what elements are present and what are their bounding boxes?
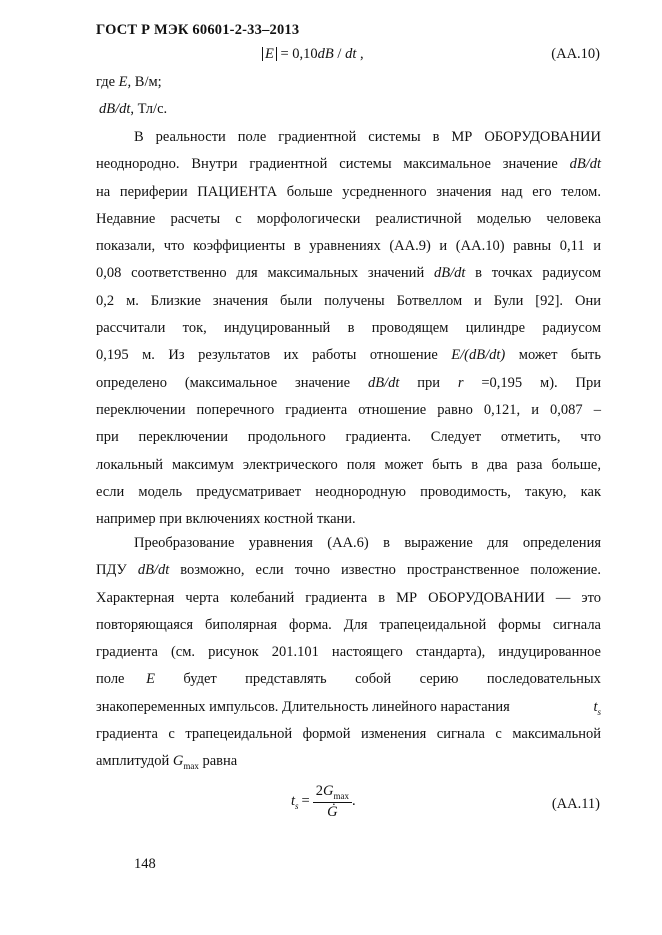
def-unit-E: В/м; bbox=[131, 74, 162, 90]
para2-line-9: амплитудой $G_{max}$ равна bbox=[96, 753, 238, 772]
equation-number-aa10: (AA.10) bbox=[551, 46, 600, 62]
para2-line-6: поле E будет представлять собой серию последовательных bbox=[96, 671, 601, 688]
def-var-dbdt: dB/dt bbox=[99, 101, 131, 117]
standard-header: ГОСТ Р МЭК 60601-2-33–2013 bbox=[96, 22, 300, 38]
para1-line-8: рассчитали ток, индуцированный в проводящем цилиндре радиусом bbox=[96, 320, 601, 337]
eq-variable-E: E bbox=[265, 46, 274, 62]
paragraph-1 bbox=[96, 124, 601, 533]
eq-tail: , bbox=[356, 46, 364, 62]
eq-coefficient: = 0,10 bbox=[276, 46, 318, 62]
para1-line-14: если модель предусматривает неоднородную проводимость, такую, как bbox=[96, 483, 601, 500]
paragraph-2 bbox=[96, 530, 601, 776]
para2-line-5: градиента (см. рисунок 201.101 настоящего стандарта), индуцированное bbox=[96, 644, 601, 661]
definition-line-E bbox=[96, 74, 162, 91]
def-unit-dbdt: , Тл/с. bbox=[130, 101, 168, 117]
para1-line-10: определено (максимальное значение dB/dt при r =0,195 м). При bbox=[96, 374, 601, 391]
eq-dt: dt bbox=[345, 46, 357, 62]
def-var-E: E, bbox=[118, 74, 132, 90]
para1-line-2: неоднородно. Внутри градиентной системы максимальное значение dB/dt bbox=[96, 156, 601, 173]
para1-line-12: при переключении продольного градиента. Следует отметить, что bbox=[96, 429, 601, 446]
para2-line-7: знакопеременных импульсов. Длительность линейного нарастания $t_s$ bbox=[96, 698, 601, 717]
equation-aa11: $t_s$ = $\frac{2G_{max}}{Ġ}$ . bbox=[291, 783, 356, 820]
equation-number-aa11: (AA.11) bbox=[551, 796, 600, 812]
definition-line-dbdt bbox=[99, 101, 167, 118]
eq-fraction: $\frac{2G_{max}}{Ġ}$ bbox=[313, 783, 352, 821]
para1-line-7: 0,2 м. Близкие значения были получены Ботвеллом и Були [92]. Они bbox=[96, 292, 601, 309]
para1-line-1: В реальности поле градиентной системы в МР ОБОРУДОВАНИИ bbox=[134, 129, 601, 145]
para1-line-5: показали, что коэффициенты в уравнениях (AA.9) и (AA.10) равны 0,11 и bbox=[96, 238, 601, 255]
para2-line-3: Характерная черта колебаний градиента в МР ОБОРУДОВАНИИ — это bbox=[96, 589, 601, 606]
para2-line-1: Преобразование уравнения (AA.6) в выражение для определения bbox=[134, 535, 601, 551]
eq-slash: / bbox=[333, 46, 346, 62]
def-where: где bbox=[96, 74, 119, 90]
para1-line-6: 0,08 соответственно для максимальных значений dB/dt в точках радиусом bbox=[96, 265, 601, 282]
para1-line-13: локальный максимум электрического поля может быть в два раза больше, bbox=[96, 456, 601, 473]
para2-line-4: повторяющаяся биполярная форма. Для трапецеидальной формы сигнала bbox=[96, 616, 601, 633]
para2-line-8: градиента с трапецеидальной формой изменения сигнала с максимальной bbox=[96, 726, 601, 743]
page-number: 148 bbox=[134, 856, 156, 872]
para1-line-4: Недавние расчеты с морфологически реалистичной моделью человека bbox=[96, 210, 601, 227]
para1-line-9: 0,195 м. Из результатов их работы отношение E/(dB/dt) может быть bbox=[96, 347, 601, 364]
para1-line-3: на периферии ПАЦИЕНТА больше усредненного значения над его телом. bbox=[96, 183, 601, 200]
para1-line-11: переключении поперечного градиента отношение равно 0,121, и 0,087 – bbox=[96, 401, 601, 418]
equation-aa10 bbox=[262, 46, 364, 63]
para2-line-2: ПДУ dB/dt возможно, если точно известно пространственное положение. bbox=[96, 562, 601, 579]
eq-dB: dB bbox=[317, 46, 334, 62]
para1-line-15: например при включениях костной ткани. bbox=[96, 511, 356, 528]
